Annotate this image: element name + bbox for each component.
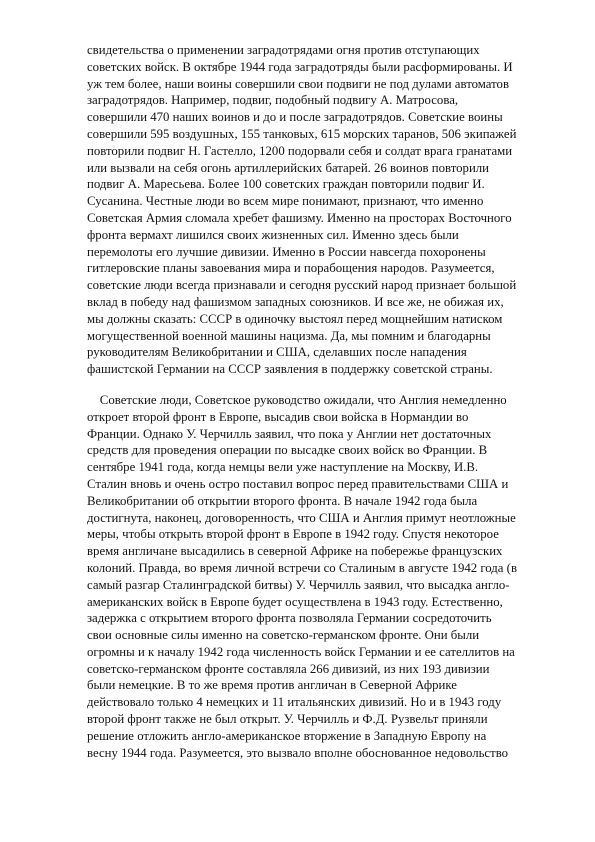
text-line: мы должны сказать: СССР в одиночку выстоял перед мощнейшим натиском bbox=[87, 311, 503, 326]
text-line: совершили 470 наших воинов и до и после заградотрядов. Советские воины bbox=[87, 110, 503, 125]
text-line: заградотрядов. Например, подвиг, подобный подвигу А. Матросова, bbox=[87, 93, 459, 108]
paragraph-1 bbox=[87, 42, 519, 378]
text-line: перемолоты его лучшие дивизии. Именно в России навсегда похоронены bbox=[87, 244, 486, 259]
paragraph-2 bbox=[87, 392, 519, 762]
text-line: или вызвали на себя огонь артиллерийских батарей. 26 воинов повторили bbox=[87, 160, 490, 175]
text-line: действовало только 4 немецких и 11 итальянских дивизий. Но и в 1943 году bbox=[87, 695, 502, 710]
text-line: фашистской Германии на СССР заявления в поддержку советской страны. bbox=[87, 362, 493, 377]
text-line: задержка с открытием второго фронта позволяла Германии сосредоточить bbox=[87, 611, 492, 626]
text-line: руководителям Великобритании и США, сделавших после нападения bbox=[87, 345, 467, 360]
text-line: совершили 595 воздушных, 155 танковых, 615 морских таранов, 506 экипажей bbox=[87, 126, 517, 141]
text-line: гитлеровские планы завоевания мира и порабощения народов. Разумеется, bbox=[87, 261, 495, 276]
text-line: самый разгар Сталинградской битвы) У. Черчилль заявил, что высадка англо- bbox=[87, 577, 510, 592]
text-line: советские люди всегда признавали и сегодня русский народ признает большой bbox=[87, 278, 517, 293]
text-line: вклад в победу над фашизмом западных союзников. И все же, не обижая их, bbox=[87, 294, 504, 309]
text-line: решение отложить англо-американское вторжение в Западную Европу на bbox=[87, 728, 487, 743]
text-line: советских войск. В октябре 1944 года заградотряды были расформированы. И bbox=[87, 59, 513, 74]
text-line: второй фронт также не был открыт. У. Черчилль и Ф.Д. Рузвельт приняли bbox=[87, 712, 488, 727]
text-line: средств для проведения операции по высадке своих войск во Франции. В bbox=[87, 443, 488, 458]
text-line: Сусанина. Честные люди во всем мире понимают, признают, что именно bbox=[87, 194, 484, 209]
text-line: Великобритании об открытии второго фронта. В начале 1942 года была bbox=[87, 493, 478, 508]
text-line: колоний. Правда, во время личной встречи со Сталиным в августе 1942 года (в bbox=[87, 560, 517, 575]
text-line: американских войск в Европе будет осуществлена в 1943 году. Естественно, bbox=[87, 594, 503, 609]
text-line: огромны и к началу 1942 года численность войск Германии и ее сателлитов на bbox=[87, 644, 515, 659]
text-line: откроет второй фронт в Европе, высадив свои войска в Нормандии во bbox=[87, 409, 469, 424]
text-line: Советская Армия сломала хребет фашизму. Именно на просторах Восточного bbox=[87, 210, 512, 225]
text-line: меры, чтобы открыть второй фронт в Европе в 1942 году. Спустя некоторое bbox=[87, 527, 499, 542]
text-line: Советские люди, Советское руководство ожидали, что Англия немедленно bbox=[87, 392, 507, 407]
text-line: достигнута, наконец, договоренность, что США и Англия примут неотложные bbox=[87, 510, 516, 525]
text-line: время англичане высадились в северной Африке на побережье французских bbox=[87, 544, 503, 559]
text-line: уж тем более, наши воины совершили свои подвиги не под дулами автоматов bbox=[87, 76, 509, 91]
text-line: Франции. Однако У. Черчилль заявил, что пока у Англии нет достаточных bbox=[87, 426, 492, 441]
document-page bbox=[87, 42, 519, 761]
text-line: могущественной военной машины нацизма. Да, мы помним и благодарны bbox=[87, 328, 491, 343]
text-line: весну 1944 года. Разумеется, это вызвало вполне обоснованное недовольство bbox=[87, 745, 509, 760]
text-line: подвиг А. Маресьева. Более 100 советских граждан повторили подвиг И. bbox=[87, 177, 485, 192]
text-line: Сталин вновь и очень остро поставил вопрос перед правительствами США и bbox=[87, 476, 509, 491]
text-line: фронта вермахт лишился своих жизненных сил. Именно здесь были bbox=[87, 227, 459, 242]
text-line: были немецкие. В то же время против англичан в Северной Африке bbox=[87, 678, 457, 693]
text-line: сентябре 1941 года, когда немцы вели уже наступление на Москву, И.В. bbox=[87, 460, 479, 475]
text-line: повторили подвиг Н. Гастелло, 1200 подорвали себя и солдат врага гранатами bbox=[87, 143, 513, 158]
text-line: свидетельства о применении заградотрядами огня против отступающих bbox=[87, 43, 480, 57]
paragraph-gap bbox=[87, 378, 519, 392]
text-line: свои основные силы именно на советско-германском фронте. Они были bbox=[87, 628, 480, 643]
text-line: советско-германском фронте составляла 266 дивизий, из них 193 дивизии bbox=[87, 661, 490, 676]
